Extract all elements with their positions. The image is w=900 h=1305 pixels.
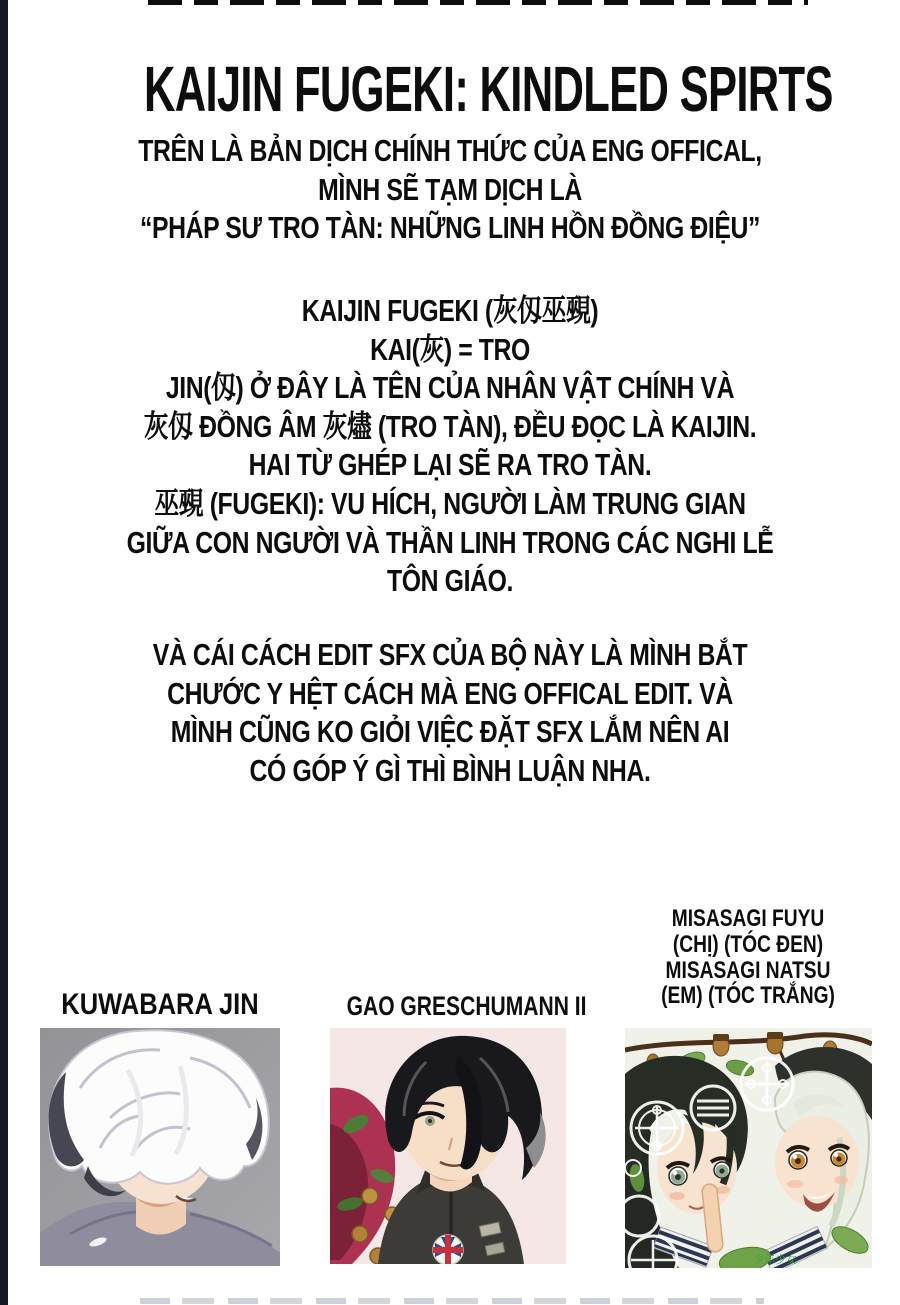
text-line: KAI(灰) = TRO (370, 331, 530, 367)
text-line: GIỮA CON NGƯỜI VÀ THẦN LINH TRONG CÁC NGHI LỄ (126, 524, 774, 560)
text-line: 灰仭 ĐỒNG ÂM 灰燼 (TRO TÀN), ĐỀU ĐỌC LÀ KAIJIN. (143, 408, 757, 444)
page-title: KAIJIN FUGEKI: KINDLED SPIRTS (144, 53, 833, 125)
text-line: MÌNH SẼ TẠM DỊCH LÀ (318, 171, 582, 207)
portrait-kuwabara-jin-image (40, 1028, 280, 1266)
text-line: “PHÁP SƯ TRO TÀN: NHỮNG LINH HỒN ĐỒNG ĐIỆU” (139, 210, 761, 246)
portrait-tiny-caption: 少年少女 (753, 1254, 797, 1266)
portrait-misasagi-sisters-image (625, 1028, 872, 1268)
caption-misasagi-sisters (622, 906, 874, 1009)
text-line: CHƯỚC Y HỆT CÁCH MÀ ENG OFFICAL EDIT. VÀ (167, 675, 733, 711)
uk-flag-patch (433, 1235, 463, 1264)
sfx-note-paragraph (0, 636, 900, 790)
title-explanation-paragraph (0, 292, 900, 601)
cropped-text-bottom (140, 1298, 764, 1304)
text-line: JIN(仭) Ở ĐÂY LÀ TÊN CỦA NHÂN VẬT CHÍNH VÀ (165, 370, 735, 406)
text-line: VÀ CÁI CÁCH EDIT SFX CỦA BỘ NÀY LÀ MÌNH BẮT (152, 637, 748, 672)
text-line: MÌNH CŨNG KO GIỎI VIỆC ĐẶT SFX LẮM NÊN AI (170, 714, 730, 750)
caption-line: MISASAGI NATSU (665, 956, 831, 984)
text-line: TRÊN LÀ BẢN DỊCH CHÍNH THỨC CỦA ENG OFFICAL, (138, 133, 762, 168)
intro-paragraph (0, 132, 900, 248)
caption-line: (EM) (TÓC TRẮNG) (661, 982, 835, 1010)
caption-line: (CHỊ) (TÓC ĐEN) (672, 930, 824, 958)
caption-line: MISASAGI FUYU (671, 905, 825, 932)
caption-kuwabara-jin: KUWABARA JIN (61, 988, 259, 1021)
text-line: TÔN GIÁO. (387, 563, 513, 599)
text-line: HAI TỪ GHÉP LẠI SẼ RA TRO TÀN. (248, 447, 652, 483)
cropped-text-top (148, 0, 808, 5)
caption-gao-greschumann: GAO GRESCHUMANN II (346, 991, 587, 1021)
text-line: CÓ GÓP Ý GÌ THÌ BÌNH LUẬN NHA. (249, 752, 651, 788)
text-line: 巫覡 (FUGEKI): VU HÍCH, NGƯỜI LÀM TRUNG GIAN (154, 485, 746, 521)
portrait-gao-greschumann-image (330, 1028, 566, 1264)
text-line: KAIJIN FUGEKI (灰仭巫覡) (301, 293, 599, 328)
